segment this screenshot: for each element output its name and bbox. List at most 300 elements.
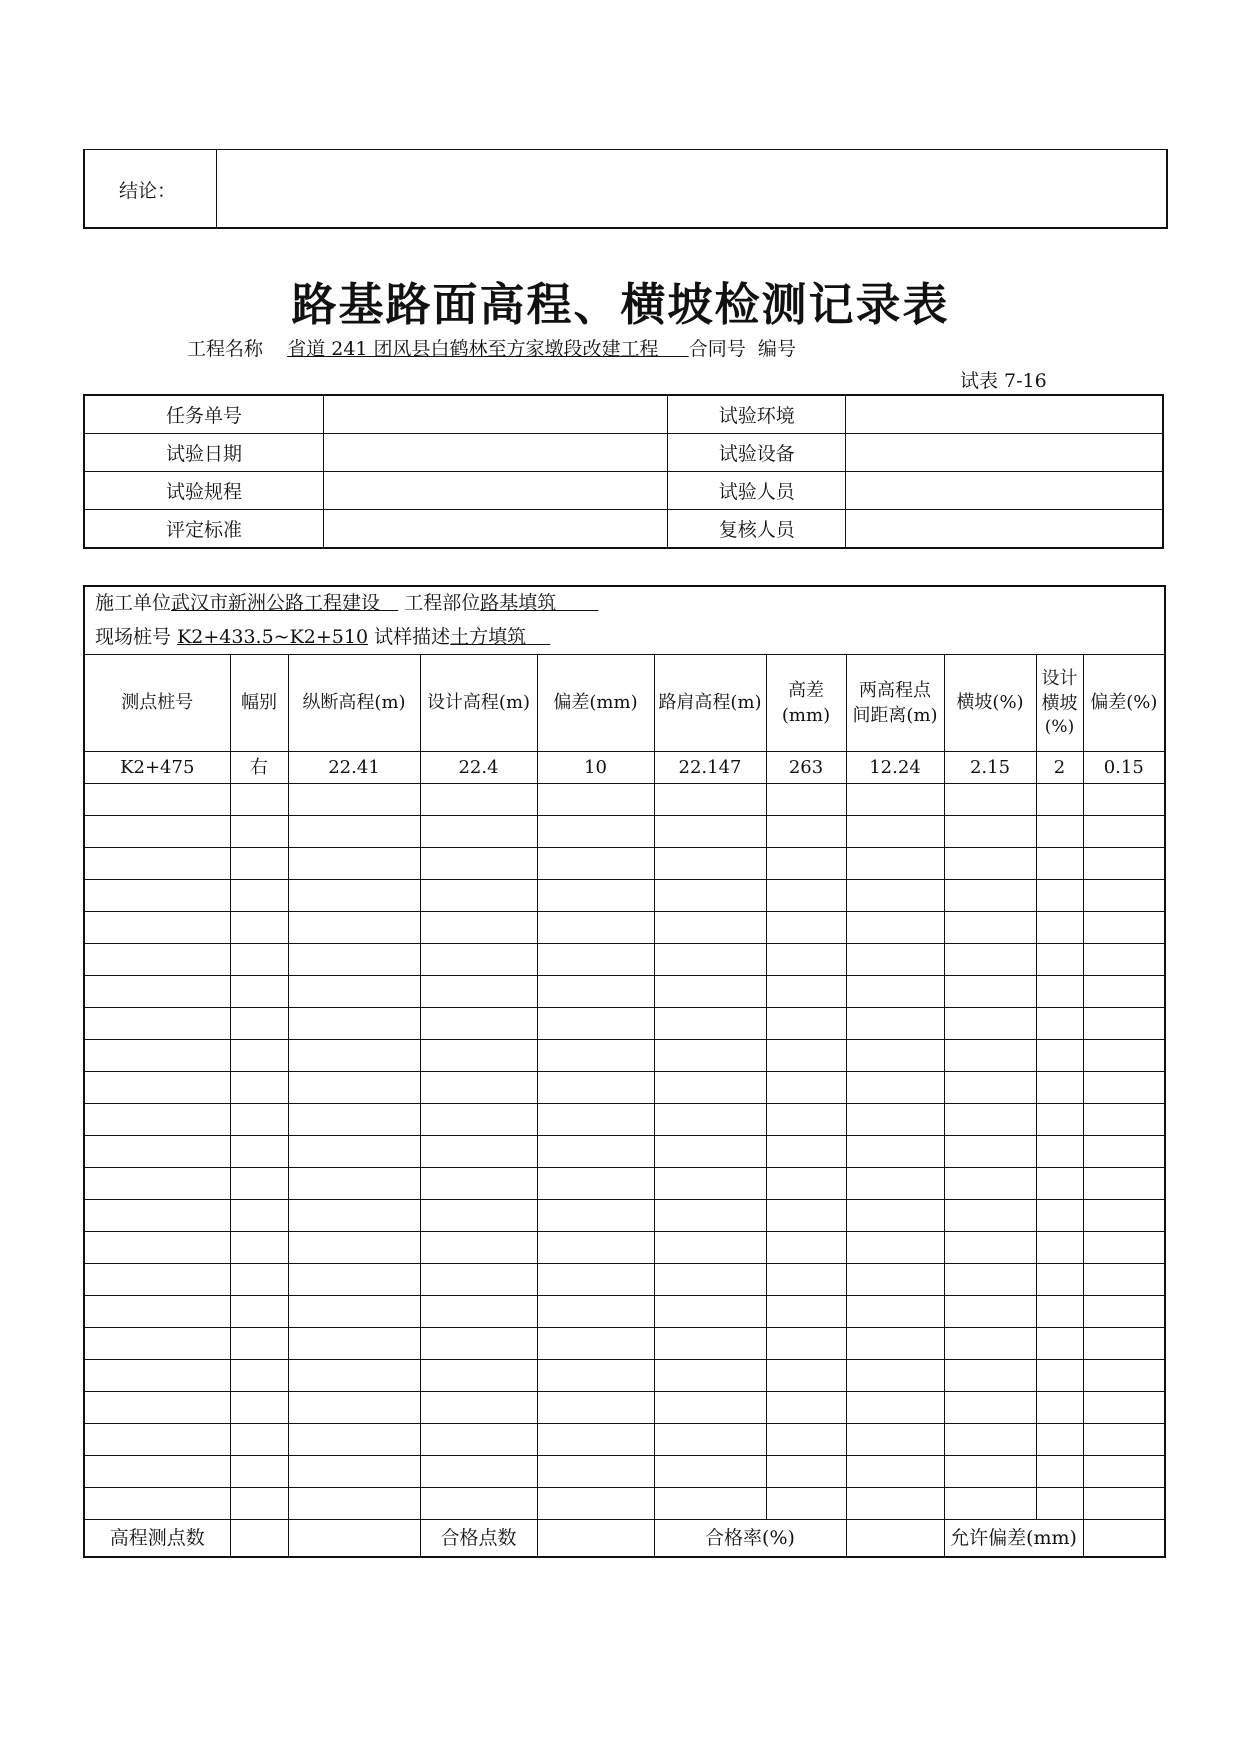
table-cell[interactable] — [84, 784, 230, 816]
table-cell[interactable] — [84, 1360, 230, 1392]
station-value: K2+433.5~K2+510 — [177, 625, 369, 648]
table-cell[interactable] — [944, 816, 1036, 848]
table-cell[interactable] — [846, 1040, 944, 1072]
table-cell[interactable] — [766, 1168, 846, 1200]
table-cell[interactable] — [230, 944, 288, 976]
table-cell[interactable] — [84, 1104, 230, 1136]
table-cell[interactable] — [537, 1296, 654, 1328]
col-height-diff: 高差(mm) — [766, 655, 846, 752]
table-cell[interactable] — [84, 1200, 230, 1232]
table-cell[interactable] — [84, 1328, 230, 1360]
table-cell[interactable] — [1036, 976, 1083, 1008]
table-cell[interactable] — [944, 1136, 1036, 1168]
task-no-value[interactable] — [324, 395, 668, 434]
personnel-value[interactable] — [846, 472, 1163, 510]
table-cell[interactable] — [766, 1296, 846, 1328]
table-cell[interactable] — [288, 1072, 420, 1104]
table-cell[interactable] — [537, 1040, 654, 1072]
table-cell[interactable] — [420, 1104, 537, 1136]
table-cell[interactable] — [846, 880, 944, 912]
table-cell[interactable] — [766, 1072, 846, 1104]
table-cell[interactable] — [1083, 1424, 1165, 1456]
table-cell[interactable] — [654, 1392, 766, 1424]
table-cell[interactable] — [766, 1040, 846, 1072]
table-cell[interactable] — [230, 1008, 288, 1040]
table-cell[interactable] — [944, 1168, 1036, 1200]
table-cell[interactable] — [288, 1136, 420, 1168]
table-cell[interactable] — [1036, 1232, 1083, 1264]
table-cell[interactable] — [944, 1104, 1036, 1136]
table-cell[interactable] — [1036, 1424, 1083, 1456]
col-station: 测点桩号 — [84, 655, 230, 752]
table-cell[interactable] — [846, 944, 944, 976]
table-cell[interactable] — [1083, 912, 1165, 944]
table-cell[interactable] — [846, 848, 944, 880]
table-cell[interactable] — [1036, 880, 1083, 912]
cell-height-diff[interactable]: 263 — [766, 752, 846, 784]
table-cell[interactable] — [288, 784, 420, 816]
cell-distance[interactable]: 12.24 — [846, 752, 944, 784]
allow-dev-value[interactable] — [1083, 1520, 1165, 1558]
table-cell[interactable] — [1083, 1456, 1165, 1488]
table-cell[interactable] — [84, 1296, 230, 1328]
table-cell[interactable] — [766, 784, 846, 816]
table-cell[interactable] — [288, 1264, 420, 1296]
equipment-value[interactable] — [846, 434, 1163, 472]
table-cell[interactable] — [84, 1168, 230, 1200]
points-value-2[interactable] — [288, 1520, 420, 1558]
table-cell[interactable] — [230, 1264, 288, 1296]
table-cell[interactable] — [288, 1232, 420, 1264]
table-cell[interactable] — [944, 1072, 1036, 1104]
table-cell[interactable] — [1036, 1136, 1083, 1168]
table-cell[interactable] — [230, 1200, 288, 1232]
table-cell[interactable] — [1083, 1232, 1165, 1264]
table-cell[interactable] — [654, 1008, 766, 1040]
table-cell[interactable] — [420, 912, 537, 944]
table-cell[interactable] — [766, 944, 846, 976]
table-cell[interactable] — [766, 1104, 846, 1136]
table-cell[interactable] — [1083, 1296, 1165, 1328]
table-cell[interactable] — [84, 912, 230, 944]
table-cell[interactable] — [1083, 784, 1165, 816]
table-cell[interactable] — [846, 784, 944, 816]
table-cell[interactable] — [1083, 1104, 1165, 1136]
table-cell[interactable] — [654, 1168, 766, 1200]
table-cell[interactable] — [230, 1136, 288, 1168]
table-cell[interactable] — [944, 1392, 1036, 1424]
table-cell[interactable] — [84, 1072, 230, 1104]
table-cell[interactable] — [537, 848, 654, 880]
table-cell[interactable] — [944, 1264, 1036, 1296]
cell-design-elev[interactable]: 22.4 — [420, 752, 537, 784]
table-cell[interactable] — [84, 1456, 230, 1488]
table-cell[interactable] — [1083, 944, 1165, 976]
table-cell[interactable] — [537, 1104, 654, 1136]
table-cell[interactable] — [1083, 1136, 1165, 1168]
table-cell[interactable] — [537, 784, 654, 816]
table-cell[interactable] — [537, 1456, 654, 1488]
table-cell[interactable] — [1036, 944, 1083, 976]
table-cell[interactable] — [654, 1488, 766, 1520]
cell-side[interactable]: 右 — [230, 752, 288, 784]
col-design-slope-line2: 横坡 — [1041, 693, 1078, 715]
table-cell[interactable] — [654, 1328, 766, 1360]
table-cell[interactable] — [537, 1264, 654, 1296]
table-cell[interactable] — [846, 1072, 944, 1104]
table-cell[interactable] — [420, 944, 537, 976]
table-cell[interactable] — [84, 1264, 230, 1296]
table-cell[interactable] — [288, 976, 420, 1008]
table-cell[interactable] — [288, 1488, 420, 1520]
table-cell[interactable] — [944, 880, 1036, 912]
table-cell[interactable] — [288, 1424, 420, 1456]
table-cell[interactable] — [944, 1200, 1036, 1232]
table-cell[interactable] — [230, 1296, 288, 1328]
table-cell[interactable] — [944, 1488, 1036, 1520]
table-cell[interactable] — [766, 912, 846, 944]
env-value[interactable] — [846, 395, 1163, 434]
table-cell[interactable] — [1083, 848, 1165, 880]
table-cell[interactable] — [288, 912, 420, 944]
table-cell[interactable] — [846, 1008, 944, 1040]
table-cell[interactable] — [537, 1232, 654, 1264]
table-cell[interactable] — [654, 816, 766, 848]
table-cell[interactable] — [230, 976, 288, 1008]
table-cell[interactable] — [230, 1392, 288, 1424]
table-cell[interactable] — [1036, 848, 1083, 880]
pass-points-value[interactable] — [537, 1520, 654, 1558]
table-cell[interactable] — [1036, 1168, 1083, 1200]
cell-dev[interactable]: 10 — [537, 752, 654, 784]
procedure-value[interactable] — [324, 472, 668, 510]
table-cell[interactable] — [537, 1424, 654, 1456]
table-row — [84, 1424, 1165, 1456]
table-cell[interactable] — [1036, 1296, 1083, 1328]
table-cell[interactable] — [766, 1328, 846, 1360]
table-cell[interactable] — [537, 1328, 654, 1360]
table-cell[interactable] — [944, 784, 1036, 816]
table-cell[interactable] — [537, 1168, 654, 1200]
table-cell[interactable] — [944, 1456, 1036, 1488]
table-cell[interactable] — [1083, 1040, 1165, 1072]
table-cell[interactable] — [230, 848, 288, 880]
table-cell[interactable] — [846, 1328, 944, 1360]
date-value[interactable] — [324, 434, 668, 472]
table-cell[interactable] — [766, 1392, 846, 1424]
table-cell[interactable] — [654, 1072, 766, 1104]
table-cell[interactable] — [944, 1360, 1036, 1392]
table-cell[interactable] — [766, 1008, 846, 1040]
table-cell[interactable] — [654, 1456, 766, 1488]
table-cell[interactable] — [288, 1200, 420, 1232]
table-cell[interactable] — [1036, 784, 1083, 816]
table-cell[interactable] — [230, 1360, 288, 1392]
cell-slope-dev[interactable]: 0.15 — [1083, 752, 1165, 784]
table-cell[interactable] — [420, 816, 537, 848]
table-cell[interactable] — [1083, 976, 1165, 1008]
table-cell[interactable] — [1083, 1392, 1165, 1424]
table-cell[interactable] — [944, 976, 1036, 1008]
table-cell[interactable] — [230, 1328, 288, 1360]
table-cell[interactable] — [420, 784, 537, 816]
table-cell[interactable] — [846, 1296, 944, 1328]
table-cell[interactable] — [1083, 1264, 1165, 1296]
reviewer-value[interactable] — [846, 510, 1163, 549]
table-cell[interactable] — [944, 944, 1036, 976]
table-cell[interactable] — [537, 1072, 654, 1104]
table-cell[interactable] — [420, 976, 537, 1008]
table-cell[interactable] — [654, 1200, 766, 1232]
table-cell[interactable] — [654, 1296, 766, 1328]
table-cell[interactable] — [420, 1264, 537, 1296]
table-cell[interactable] — [846, 1168, 944, 1200]
table-row — [84, 976, 1165, 1008]
table-cell[interactable] — [944, 1328, 1036, 1360]
table-cell[interactable] — [288, 1008, 420, 1040]
table-cell[interactable] — [420, 1136, 537, 1168]
table-cell[interactable] — [654, 880, 766, 912]
table-cell[interactable] — [1083, 1328, 1165, 1360]
col-distance — [846, 655, 944, 752]
standard-value[interactable] — [324, 510, 668, 549]
table-cell[interactable] — [537, 912, 654, 944]
table-row — [84, 1456, 1165, 1488]
table-cell[interactable] — [420, 1360, 537, 1392]
table-cell[interactable] — [766, 1200, 846, 1232]
table-cell[interactable] — [84, 1040, 230, 1072]
table-cell[interactable] — [288, 816, 420, 848]
table-cell[interactable] — [420, 880, 537, 912]
table-cell[interactable] — [654, 848, 766, 880]
table-cell[interactable] — [537, 1392, 654, 1424]
table-cell[interactable] — [420, 1296, 537, 1328]
table-cell[interactable] — [654, 1264, 766, 1296]
table-cell[interactable] — [1036, 1392, 1083, 1424]
table-cell[interactable] — [1083, 816, 1165, 848]
table-cell[interactable] — [288, 1360, 420, 1392]
table-cell[interactable] — [420, 1392, 537, 1424]
table-cell[interactable] — [1036, 1200, 1083, 1232]
table-cell[interactable] — [654, 784, 766, 816]
pass-rate-value[interactable] — [846, 1520, 944, 1558]
table-cell[interactable] — [230, 912, 288, 944]
table-cell[interactable] — [766, 1424, 846, 1456]
table-cell[interactable] — [230, 1424, 288, 1456]
cell-slope[interactable]: 2.15 — [944, 752, 1036, 784]
table-cell[interactable] — [288, 848, 420, 880]
table-cell[interactable] — [230, 1232, 288, 1264]
col-side: 幅别 — [230, 655, 288, 752]
table-cell[interactable] — [1036, 912, 1083, 944]
table-cell[interactable] — [766, 976, 846, 1008]
table-cell[interactable] — [84, 1424, 230, 1456]
table-cell[interactable] — [1036, 1264, 1083, 1296]
pass-rate-label: 合格率(%) — [654, 1520, 846, 1558]
table-cell[interactable] — [537, 944, 654, 976]
table-cell[interactable] — [1036, 1008, 1083, 1040]
table-cell[interactable] — [1083, 1360, 1165, 1392]
table-cell[interactable] — [654, 944, 766, 976]
table-cell[interactable] — [944, 1040, 1036, 1072]
table-cell[interactable] — [288, 1168, 420, 1200]
table-cell[interactable] — [944, 1424, 1036, 1456]
table-cell[interactable] — [1083, 1008, 1165, 1040]
col-long-elev: 纵断高程(m) — [288, 655, 420, 752]
table-cell[interactable] — [230, 816, 288, 848]
table-cell[interactable] — [846, 1456, 944, 1488]
table-cell[interactable] — [654, 912, 766, 944]
cell-station[interactable]: K2+475 — [84, 752, 230, 784]
table-cell[interactable] — [766, 1264, 846, 1296]
table-cell[interactable] — [230, 1488, 288, 1520]
table-cell[interactable] — [1036, 1040, 1083, 1072]
table-cell[interactable] — [537, 1488, 654, 1520]
table-cell[interactable] — [84, 944, 230, 976]
table-row — [84, 1072, 1165, 1104]
table-row — [84, 1328, 1165, 1360]
table-cell[interactable] — [84, 880, 230, 912]
cell-design-slope[interactable]: 2 — [1036, 752, 1083, 784]
table-cell[interactable] — [766, 1456, 846, 1488]
table-cell[interactable] — [420, 1456, 537, 1488]
table-cell[interactable] — [84, 1488, 230, 1520]
table-cell[interactable] — [846, 1392, 944, 1424]
table-cell[interactable] — [84, 848, 230, 880]
table-cell[interactable] — [84, 1232, 230, 1264]
table-cell[interactable] — [766, 816, 846, 848]
table-cell[interactable] — [766, 1232, 846, 1264]
table-cell[interactable] — [846, 976, 944, 1008]
table-cell[interactable] — [654, 1360, 766, 1392]
table-cell[interactable] — [537, 1360, 654, 1392]
table-cell[interactable] — [846, 1488, 944, 1520]
table-row — [84, 1264, 1165, 1296]
table-cell[interactable] — [230, 1104, 288, 1136]
table-cell[interactable] — [537, 976, 654, 1008]
table-cell[interactable] — [84, 1008, 230, 1040]
table-cell[interactable] — [1083, 1200, 1165, 1232]
table-cell[interactable] — [1036, 1360, 1083, 1392]
code-label: 编号 — [757, 338, 796, 360]
table-cell[interactable] — [846, 816, 944, 848]
table-cell[interactable] — [846, 1136, 944, 1168]
standard-label: 评定标准 — [84, 510, 324, 549]
table-cell[interactable] — [766, 880, 846, 912]
table-cell[interactable] — [230, 1168, 288, 1200]
table-cell[interactable] — [288, 880, 420, 912]
cell-shoulder-elev[interactable]: 22.147 — [654, 752, 766, 784]
table-cell[interactable] — [654, 1104, 766, 1136]
table-cell[interactable] — [766, 1360, 846, 1392]
table-cell[interactable] — [846, 1200, 944, 1232]
table-cell[interactable] — [1036, 1104, 1083, 1136]
col-design-slope-line3: (%) — [1044, 717, 1075, 738]
table-cell[interactable] — [288, 1328, 420, 1360]
table-row — [84, 1200, 1165, 1232]
table-cell[interactable] — [1036, 1456, 1083, 1488]
table-cell[interactable] — [288, 944, 420, 976]
table-cell[interactable] — [846, 1360, 944, 1392]
table-cell[interactable] — [654, 1424, 766, 1456]
sample-value: 土方填筑 — [450, 625, 527, 648]
table-cell[interactable] — [288, 1392, 420, 1424]
table-cell[interactable] — [420, 1008, 537, 1040]
table-cell[interactable] — [420, 848, 537, 880]
table-cell[interactable] — [230, 1072, 288, 1104]
table-cell[interactable] — [944, 1296, 1036, 1328]
table-cell[interactable] — [944, 848, 1036, 880]
table-cell[interactable] — [1036, 816, 1083, 848]
table-cell[interactable] — [1083, 1168, 1165, 1200]
table-cell[interactable] — [230, 880, 288, 912]
points-label: 高程测点数 — [84, 1520, 230, 1558]
table-cell[interactable] — [420, 1040, 537, 1072]
table-cell[interactable] — [846, 1104, 944, 1136]
table-cell[interactable] — [537, 1008, 654, 1040]
table-cell[interactable] — [1083, 880, 1165, 912]
table-cell[interactable] — [537, 880, 654, 912]
table-cell[interactable] — [537, 1200, 654, 1232]
table-cell[interactable] — [654, 976, 766, 1008]
table-cell[interactable] — [84, 1392, 230, 1424]
table-cell[interactable] — [230, 1040, 288, 1072]
table-cell[interactable] — [1036, 1328, 1083, 1360]
table-cell[interactable] — [84, 816, 230, 848]
table-cell[interactable] — [420, 1168, 537, 1200]
table-cell[interactable] — [288, 1296, 420, 1328]
table-cell[interactable] — [84, 976, 230, 1008]
table-cell[interactable] — [84, 1136, 230, 1168]
table-cell[interactable] — [846, 912, 944, 944]
table-cell[interactable] — [1036, 1072, 1083, 1104]
unit-value: 武汉市新洲公路工程建设 — [171, 592, 381, 615]
table-cell[interactable] — [1083, 1072, 1165, 1104]
table-cell[interactable] — [654, 1136, 766, 1168]
table-cell[interactable] — [420, 1200, 537, 1232]
table-cell[interactable] — [846, 1232, 944, 1264]
table-cell[interactable] — [846, 1424, 944, 1456]
cell-long-elev[interactable]: 22.41 — [288, 752, 420, 784]
table-cell[interactable] — [766, 1136, 846, 1168]
points-value[interactable] — [230, 1520, 288, 1558]
table-cell[interactable] — [944, 1008, 1036, 1040]
table-cell[interactable] — [288, 1456, 420, 1488]
table-cell[interactable] — [766, 1488, 846, 1520]
table-cell[interactable] — [537, 816, 654, 848]
table-cell[interactable] — [230, 1456, 288, 1488]
table-row — [84, 752, 1165, 784]
table-cell[interactable] — [846, 1264, 944, 1296]
table-cell[interactable] — [288, 1040, 420, 1072]
table-row — [84, 1136, 1165, 1168]
table-cell[interactable] — [420, 1072, 537, 1104]
table-cell[interactable] — [288, 1104, 420, 1136]
table-cell[interactable] — [230, 784, 288, 816]
table-cell[interactable] — [420, 1232, 537, 1264]
table-cell[interactable] — [420, 1424, 537, 1456]
table-cell[interactable] — [654, 1232, 766, 1264]
table-cell[interactable] — [654, 1040, 766, 1072]
table-cell[interactable] — [944, 1232, 1036, 1264]
table-cell[interactable] — [944, 912, 1036, 944]
table-cell[interactable] — [420, 1328, 537, 1360]
table-cell[interactable] — [420, 1488, 537, 1520]
table-cell[interactable] — [766, 848, 846, 880]
table-cell[interactable] — [1036, 1488, 1083, 1520]
table-cell[interactable] — [537, 1136, 654, 1168]
table-cell[interactable] — [1083, 1488, 1165, 1520]
